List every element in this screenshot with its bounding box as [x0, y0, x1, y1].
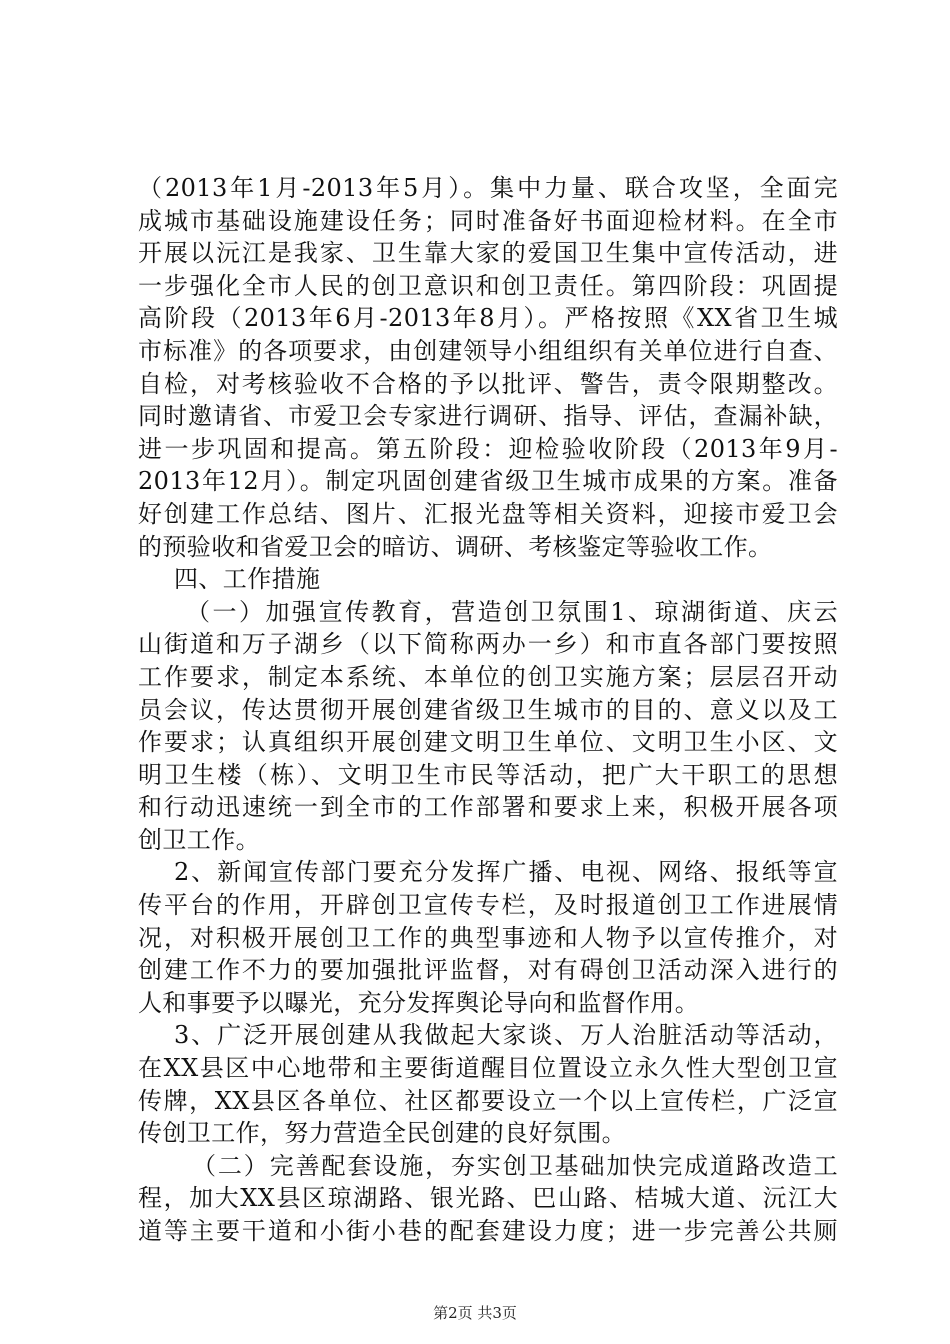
text-line: 市标准》的各项要求，由创建领导小组组织有关单位进行自查、	[138, 336, 838, 365]
text-line: （2013年1月-2013年5月）。集中力量、联合攻坚，全面完	[138, 174, 838, 202]
text-line: 传牌，XX县区各单位、社区都要设立一个以上宣传栏，广泛宣	[138, 1086, 838, 1115]
text-line: 和行动迅速统一到全市的工作部署和要求上来，积极开展各项	[138, 793, 838, 822]
text-line: 山街道和万子湖乡（以下简称两办一乡）和市直各部门要按照	[138, 630, 838, 659]
text-line: 开展以沅江是我家、卫生靠大家的爱国卫生集中宣传活动，进	[138, 239, 838, 268]
page-number-footer: 第2页 共3页	[433, 1304, 517, 1322]
text-line: 的预验收和省爱卫会的暗访、调研、考核鉴定等验收工作。	[138, 532, 773, 561]
section-heading: 四、工作措施	[174, 565, 321, 594]
text-line: 进一步巩固和提高。第五阶段：迎检验收阶段（2013年9月-	[138, 434, 838, 463]
text-line: （二）完善配套设施，夯实创卫基础加快完成道路改造工	[192, 1151, 838, 1180]
text-line: 创建工作不力的要加强批评监督，对有碍创卫活动深入进行的	[138, 956, 838, 985]
text-line: 作要求；认真组织开展创建文明卫生单位、文明卫生小区、文	[138, 728, 838, 757]
text-line: 况，对积极开展创卫工作的典型事迹和人物予以宣传推介，对	[138, 923, 838, 952]
text-line: 道等主要干道和小街小巷的配套建设力度；进一步完善公共厕	[138, 1217, 838, 1245]
text-line: 3、广泛开展创建从我做起大家谈、万人治脏活动等活动，	[174, 1021, 838, 1050]
text-line: 传平台的作用，开辟创卫宣传专栏，及时报道创卫工作进展情	[138, 891, 838, 920]
text-line: 员会议，传达贯彻开展创建省级卫生城市的目的、意义以及工	[138, 695, 838, 724]
text-line: 人和事要予以曝光，充分发挥舆论导向和监督作用。	[138, 988, 700, 1017]
text-line: 成城市基础设施建设任务；同时准备好书面迎检材料。在全市	[138, 206, 838, 235]
text-line: 自检，对考核验收不合格的予以批评、警告，责令限期整改。	[138, 369, 838, 398]
text-line: 好创建工作总结、图片、汇报光盘等相关资料，迎接市爱卫会	[138, 499, 838, 528]
document-body	[138, 172, 838, 1248]
text-line: 创卫工作。	[138, 825, 260, 854]
text-line: 2、新闻宣传部门要充分发挥广播、电视、网络、报纸等宣	[174, 858, 838, 887]
text-line: 在XX县区中心地带和主要街道醒目位置设立永久性大型创卫宣	[138, 1054, 838, 1083]
text-line: 一步强化全市人民的创卫意识和创卫责任。第四阶段：巩固提	[138, 271, 838, 300]
text-line: （一）加强宣传教育，营造创卫氛围1、琼湖街道、庆云	[186, 597, 838, 626]
text-line: 传创卫工作，努力营造全民创建的良好氛围。	[138, 1119, 626, 1148]
text-line: 同时邀请省、市爱卫会专家进行调研、指导、评估，查漏补缺，	[138, 402, 838, 431]
text-line: 明卫生楼（栋）、文明卫生市民等活动，把广大干职工的思想	[138, 760, 838, 789]
text-line: 高阶段（2013年6月-2013年8月）。严格按照《XX省卫生城	[138, 304, 838, 333]
text-line: 程，加大XX县区琼湖路、银光路、巴山路、桔城大道、沅江大	[138, 1184, 838, 1213]
text-line: 2013年12月）。制定巩固创建省级卫生城市成果的方案。准备	[138, 467, 838, 496]
text-line: 工作要求，制定本系统、本单位的创卫实施方案；层层召开动	[138, 662, 838, 691]
